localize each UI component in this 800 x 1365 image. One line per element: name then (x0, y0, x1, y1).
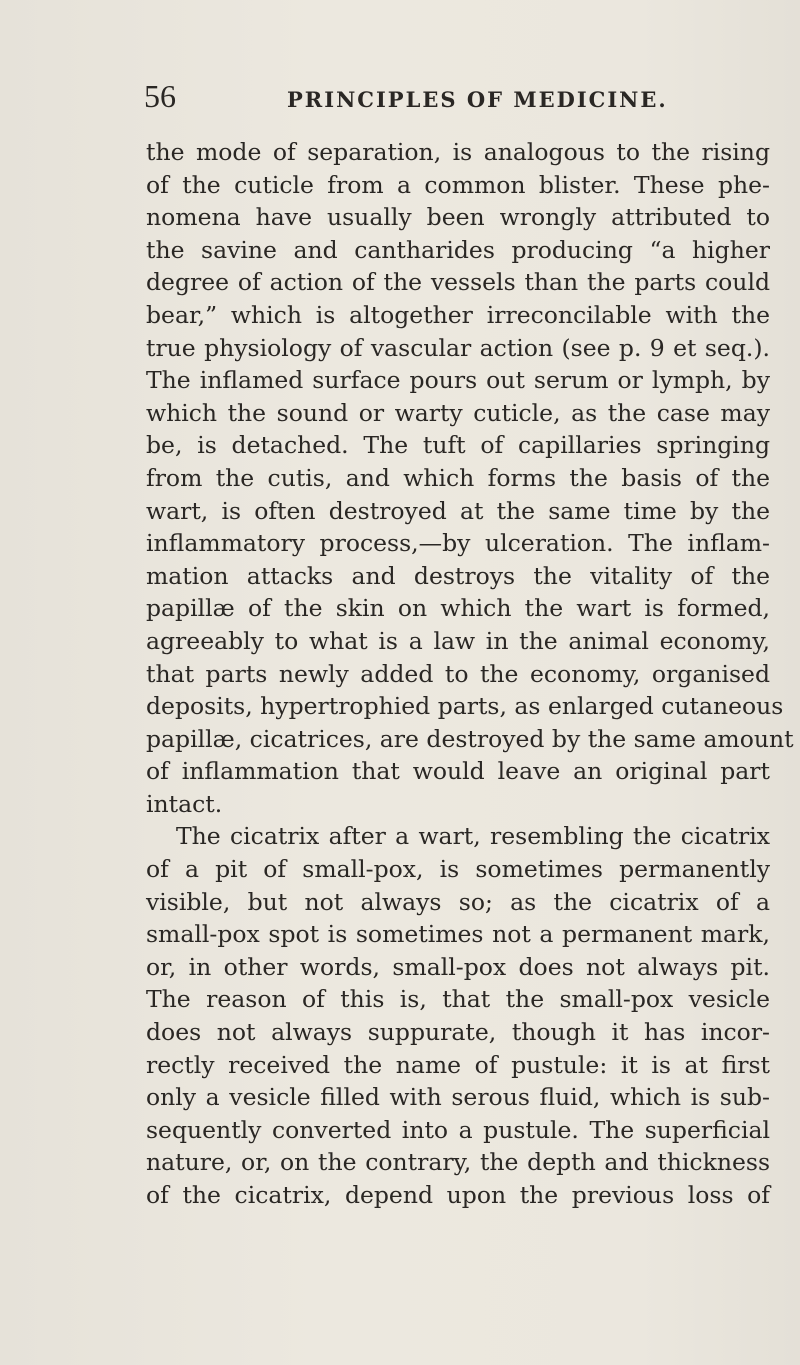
text-line: be, is detached. The tuft of capillaries springing (146, 431, 770, 460)
body-text (146, 136, 794, 1212)
page-number: 56 (144, 78, 176, 114)
text-line: or, in other words, small-pox does not always pit. (146, 952, 770, 981)
text-line: of the cicatrix, depend upon the previous loss of (146, 1181, 770, 1209)
text-line: wart, is often destroyed at the same time by the (146, 496, 770, 525)
text-line: true physiology of vascular action (see p. 9 et seq.). (146, 333, 770, 362)
text-line: does not always suppurate, though it has incor- (146, 1018, 770, 1047)
text-line: of a pit of small-pox, is sometimes permanently (146, 855, 770, 884)
text-line: The reason of this is, that the small-pox vesicle (146, 985, 770, 1014)
text-line: degree of action of the vessels than the parts could (146, 268, 770, 297)
text-line: nomena have usually been wrongly attributed to (146, 203, 770, 232)
paragraph (146, 820, 770, 1211)
text-line: sequently converted into a pustule. The superficial (146, 1115, 770, 1144)
text-line: rectly received the name of pustule: it is at first (146, 1050, 770, 1079)
text-line: nature, or, on the contrary, the depth and thickness (146, 1148, 770, 1177)
text-line: deposits, hypertrophied parts, as enlarged cutaneous (146, 692, 784, 721)
paragraph (146, 136, 794, 820)
text-line: only a vesicle filled with serous fluid, which is sub- (146, 1083, 770, 1112)
text-line: inflammatory process,—by ulceration. The inflam- (146, 529, 770, 558)
text-line: visible, but not always so; as the cicatrix of a (146, 887, 770, 916)
text-line: which the sound or warty cuticle, as the case may (146, 398, 770, 427)
text-line: the savine and cantharides producing “a higher (146, 235, 770, 264)
text-line: The cicatrix after a wart, resembling the cicatrix (176, 822, 770, 851)
text-line: agreeably to what is a law in the animal economy, (146, 626, 770, 655)
text-line: that parts newly added to the economy, organised (146, 659, 770, 688)
text-line: mation attacks and destroys the vitality of the (146, 561, 770, 590)
text-line: small-pox spot is sometimes not a permanent mark, (146, 920, 770, 949)
text-line: the mode of separation, is analogous to the rising (146, 138, 770, 166)
text-line: The inflamed surface pours out serum or lymph, by (146, 366, 770, 395)
running-title: PRINCIPLES OF MEDICINE. (287, 87, 668, 112)
page-header (144, 78, 764, 114)
text-line: papillæ, cicatrices, are destroyed by the same amount (146, 724, 794, 753)
text-line: of inflammation that would leave an original part (146, 757, 770, 786)
text-line: papillæ of the skin on which the wart is formed, (146, 594, 770, 623)
text-line: intact. (146, 789, 223, 818)
text-line: of the cuticle from a common blister. These phe- (146, 170, 770, 199)
text-line: from the cutis, and which forms the basis of the (146, 463, 770, 492)
text-line: bear,” which is altogether irreconcilable with the (146, 300, 770, 329)
